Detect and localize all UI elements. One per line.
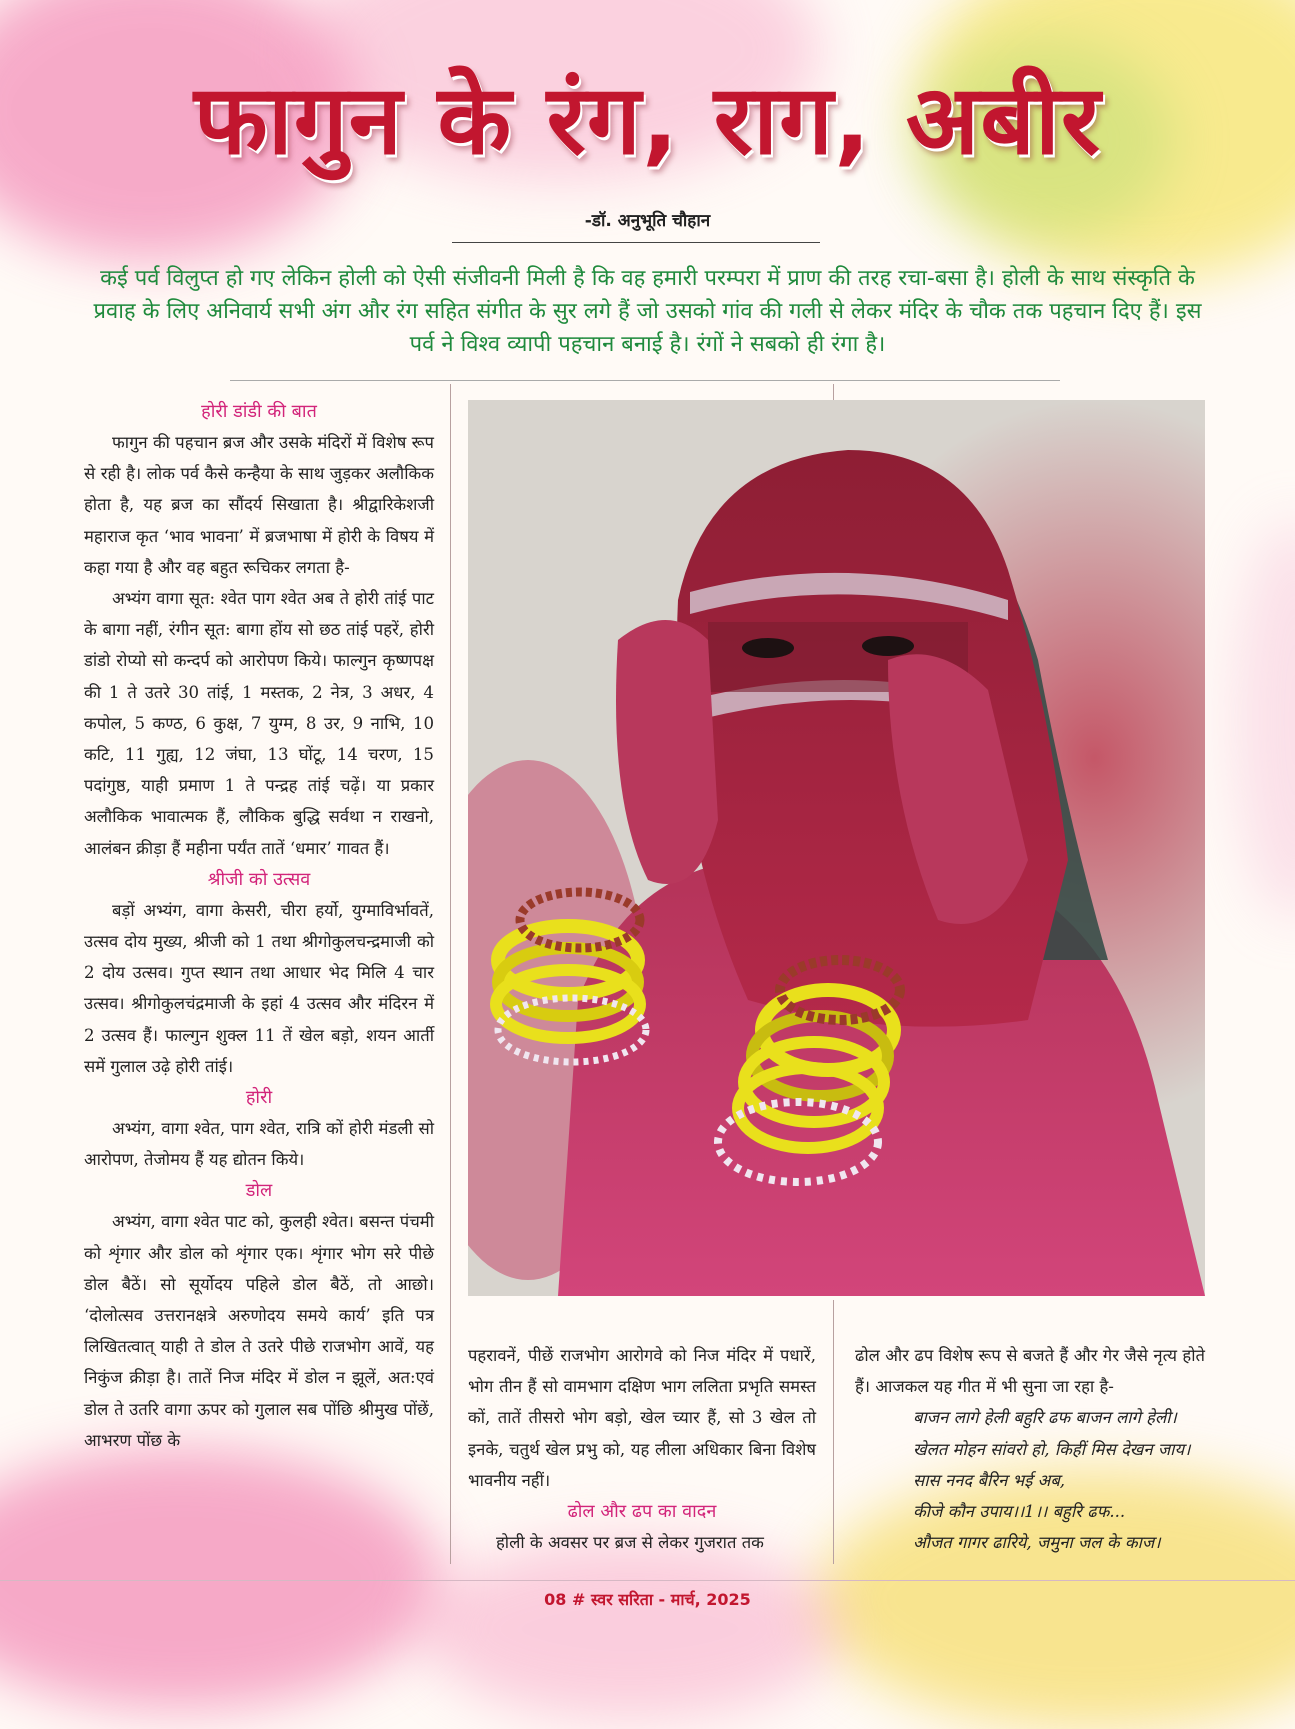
paragraph: होली के अवसर पर ब्रज से लेकर गुजरात तक bbox=[496, 1533, 764, 1553]
poem-line: बाजन लागे हेली बहुरि ढफ बाजन लागे हेली। bbox=[913, 1408, 1177, 1428]
column-divider bbox=[833, 384, 834, 400]
page-title: फागुन के रंग, राग, अबीर bbox=[193, 64, 1102, 176]
paragraph: पहरावनें, पीछें राजभोग आरोगवे को निज मंदिर में पधारें, भोग तीन हैं सो वामभाग दक्षिण भाग ललिता प्रभृति समस्त कों, तातें तीसरो भोग बड़ो, खेल च्यार हैं, सो 3 खेल तो इनके, चतुर्थ खेल प्रभु को, यह लीला अधिकार बिना विशेष भावनीय नहीं। bbox=[468, 1346, 816, 1490]
section-heading: डोल bbox=[245, 1180, 273, 1202]
right-column bbox=[855, 1340, 1205, 1558]
column-divider bbox=[450, 384, 451, 1564]
page-footer: 08 # स्वर सरिता - मार्च, 2025 bbox=[544, 1590, 751, 1609]
column-divider bbox=[833, 1300, 834, 1564]
paragraph: अभ्यंग वागा सूत: श्वेत पाग श्वेत अब ते होरी तांई पाट के बागा नहीं, रंगीन सूत: बागा होंय सो छठ तांई पहरें, होरी डांडो रोप्यो सो कन्दर्प को आरोपण किये। फाल्गुन कृष्णपक्ष की 1 ते उतरे 30 तांई, 1 मस्तक, 2 नेत्र, 3 अधर, 4 कपोल, 5 कण्ठ, 6 कुक्ष, 7 युग्म, 8 उर, 9 नाभि, 10 कटि, 11 गुह्य, 12 जंघा, 13 घोंटू, 14 चरण, 15 पदांगुष्ठ, याही प्रमाण 1 ते पन्द्रह तांई चढ़ें। या प्रकार अलौकिक भावात्मक हैं, लौकिक बुद्धि सर्वथा न राखनो, आलंबन क्रीड़ा हैं महीना पर्यंत तातें ‘धमार’ गावत हैं। bbox=[84, 589, 434, 858]
holi-woman-photo bbox=[468, 400, 1205, 1296]
intro-paragraph: कई पर्व विलुप्त हो गए लेकिन होली को ऐसी संजीवनी मिली है कि वह हमारी परम्परा में प्राण की तरह रचा-बसा है। होली के साथ संस्कृति के प्रवाह के लिए अनिवार्य सभी अंग और रंग सहित संगीत के सुर लगे हैं जो उसको गांव की गली से लेकर मंदिर के चौक तक पहचान दिए हैं। इस पर्व ने विश्व व्यापी पहचान बनाई है। रंगों ने सबको ही रंगा है। bbox=[93, 266, 1202, 357]
author-byline: -डॉ. अनुभूति चौहान bbox=[584, 211, 711, 231]
left-column bbox=[84, 396, 434, 1456]
footer-divider bbox=[0, 1580, 1295, 1581]
poem-line: कीजे कौन उपाय।।1।। बहुरि ढफ... bbox=[913, 1502, 1126, 1522]
photo-illustration bbox=[468, 400, 1205, 1296]
paragraph: अभ्यंग, वागा श्वेत, पाग श्वेत, रात्रि कों होरी मंडली सो आरोपण, तेजोमय हैं यह द्योतन किये। bbox=[84, 1119, 434, 1170]
divider bbox=[230, 380, 1060, 381]
section-heading: ढोल और ढप का वादन bbox=[567, 1501, 717, 1523]
poem-line: औजत गागर ढारिये, जमुना जल के काज। bbox=[913, 1533, 1161, 1553]
paragraph: ढोल और ढप विशेष रूप से बजते हैं और गेर जैसे नृत्य होते हैं। आजकल यह गीत में भी सुना जा रहा है- bbox=[855, 1346, 1205, 1397]
middle-column bbox=[468, 1340, 816, 1558]
paragraph: बड़ों अभ्यंग, वागा केसरी, चीरा हर्यो, युग्माविर्भावतें, उत्सव दोय मुख्य, श्रीजी को 1 तथा श्रीगोकुलचन्द्रमाजी को 2 दोय उत्सव। गुप्त स्थान तथा आधार भेद मिलि 4 चार उत्सव। श्रीगोकुलचंद्रमाजी के इहां 4 उत्सव और मंदिरन में 2 उत्सव हैं। फाल्गुन शुक्ल 11 तें खेल बड़ो, शयन आर्ती समें गुलाल उढ़े होरी तांई। bbox=[84, 900, 434, 1076]
section-heading: होरी bbox=[245, 1087, 273, 1109]
paragraph: फागुन की पहचान ब्रज और उसके मंदिरों में विशेष रूप से रही है। लोक पर्व कैसे कन्हैया के साथ जुड़कर अलौकिक होता है, यह ब्रज का सौंदर्य सिखाता है। श्रीद्वारिकेशजी महाराज कृत ‘भाव भावना’ में ब्रजभाषा में होरी के विषय में कहा गया है और वह बहुत रूचिकर लगता है- bbox=[84, 433, 434, 577]
divider bbox=[452, 242, 820, 243]
section-heading: होरी डांडी की बात bbox=[201, 401, 317, 422]
poem-line: सास ननद बैरिन भई अब, bbox=[913, 1470, 1066, 1490]
paragraph: अभ्यंग, वागा श्वेत पाट को, कुलही श्वेत। बसन्त पंचमी को शृंगार और डोल को शृंगार एक। शृंगार भोग सरे पीछे डोल बैठें। सो सूर्योदय पहिले डोल बैठें, तो आछो। ‘दोलोत्सव उत्तरानक्षत्रे अरुणोदय समये कार्य’ इति पत्र लिखितत्वात् याही ते डोल ते उतरे पीछे राजभोग आवें, यह निकुंज क्रीड़ा है। तातें निज मंदिर में डोल न झूलें, अत:एवं डोल ते उतरि वागा ऊपर को गुलाल सब पोंछि श्रीमुख पोंछें, आभरण पोंछ के bbox=[84, 1212, 434, 1450]
poem-line: खेलत मोहन सांवरो हो, किहीं मिस देखन जाय। bbox=[913, 1439, 1191, 1459]
section-heading: श्रीजी को उत्सव bbox=[207, 868, 311, 890]
